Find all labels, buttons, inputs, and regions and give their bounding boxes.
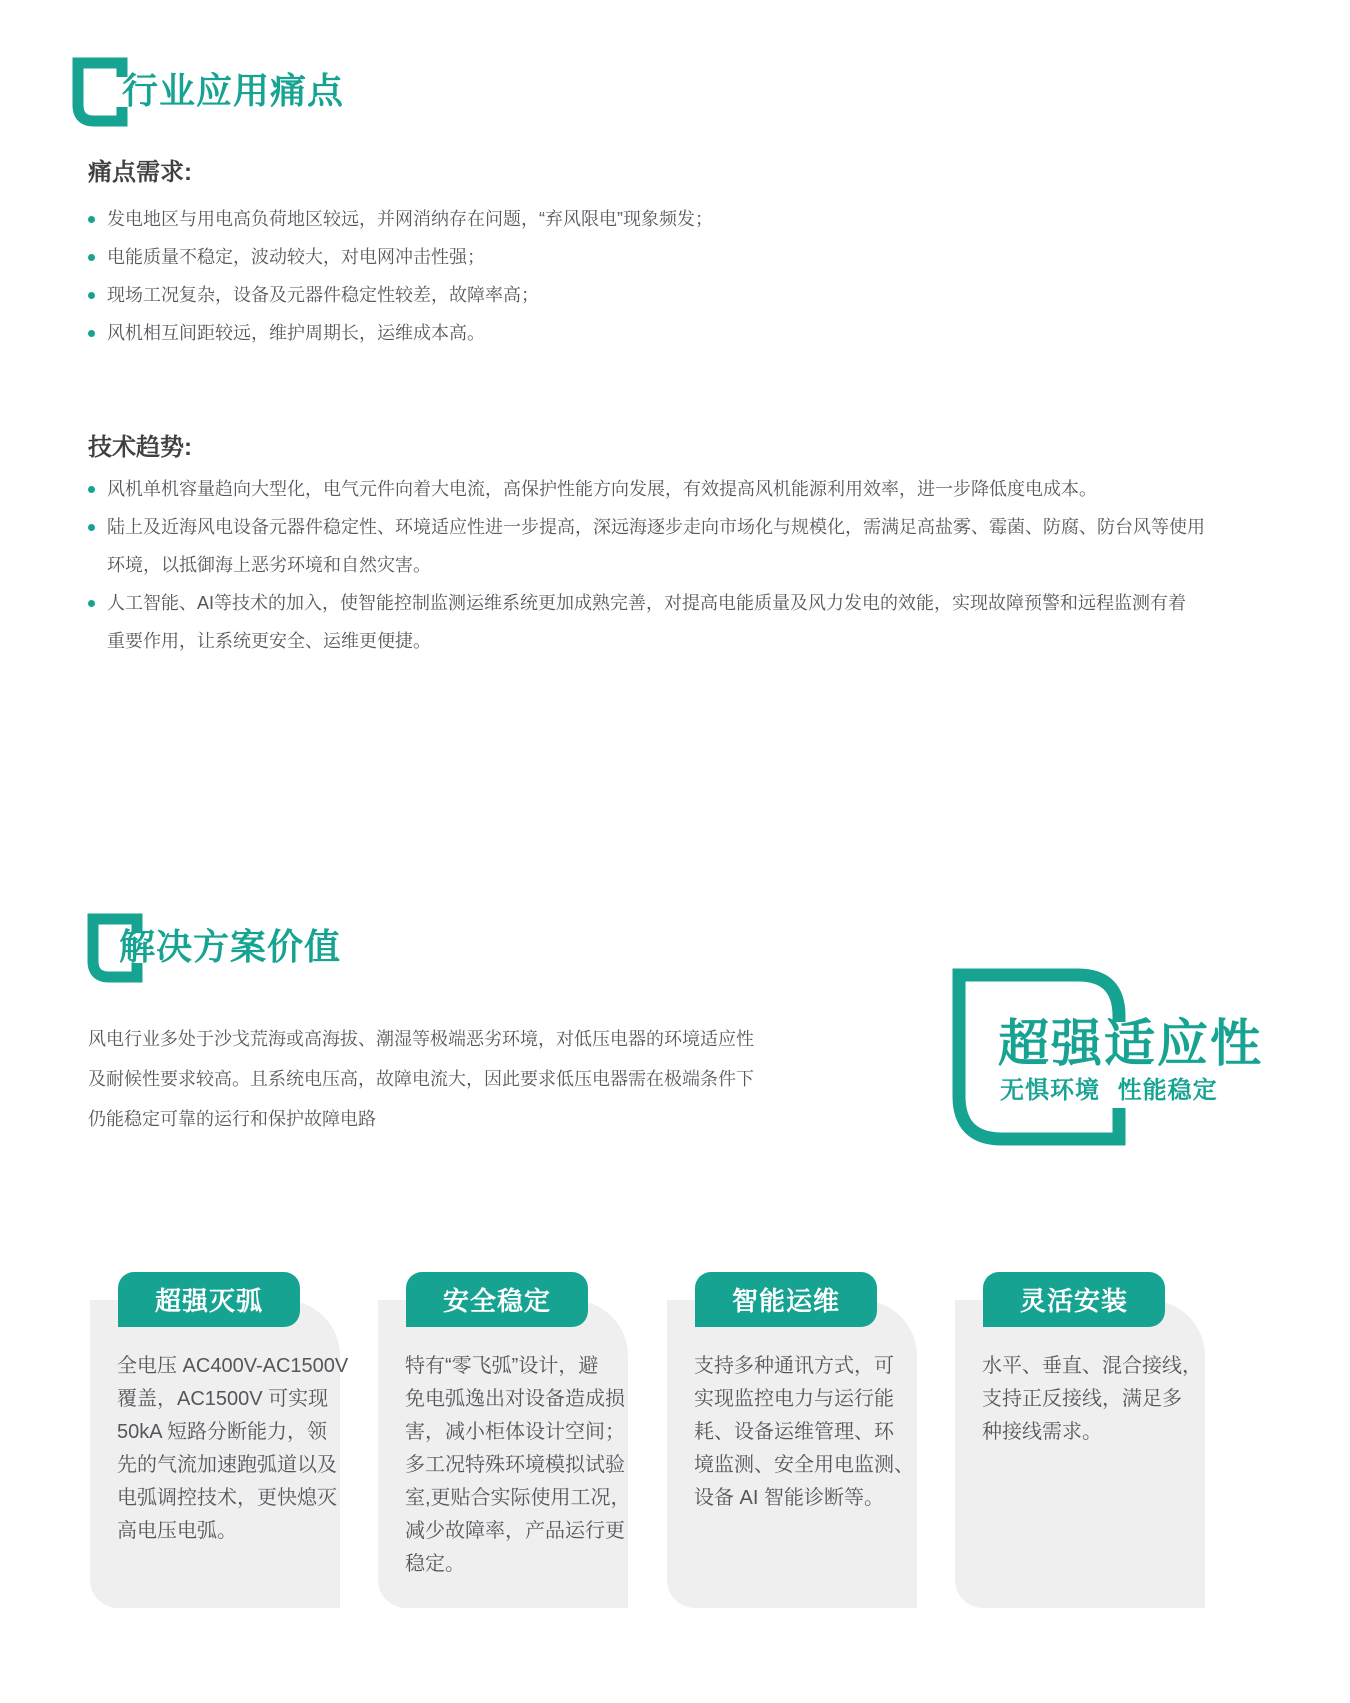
feature-card	[90, 1286, 349, 1608]
feature-card-label-text: 智能运维	[732, 1286, 841, 1316]
card-text-line: 特有“零飞弧”设计，避	[405, 1355, 599, 1377]
list-item	[88, 584, 1205, 660]
list-item-text: 陆上及近海风电设备元器件稳定性、环境适应性进一步提高，深远海逐步走向市场化与规模化，需满足高盐雾、霉菌、防腐、防台风等使用	[107, 517, 1205, 537]
card-text-line: 支持多种通讯方式，可	[694, 1355, 894, 1377]
bullet-icon	[88, 292, 95, 299]
list-item-text: 重要作用，让系统更安全、运维更便捷。	[107, 631, 431, 651]
card-text-line: 害，减小柜体设计空间；	[405, 1421, 625, 1443]
solution-paragraph	[88, 1019, 754, 1139]
feature-card	[378, 1286, 631, 1608]
callout-title: 超强适应性	[998, 1015, 1264, 1072]
list-item-text: 发电地区与用电高负荷地区较远，并网消纳存在问题，“弃风限电”现象频发；	[107, 209, 713, 229]
list-item	[88, 314, 713, 352]
pain-needs-heading: 痛点需求:	[88, 159, 192, 186]
paragraph-line: 仍能稳定可靠的运行和保护故障电路	[88, 1109, 376, 1129]
card-text-line: 实现监控电力与运行能	[694, 1388, 894, 1410]
list-item-text: 环境，以抵御海上恶劣环境和自然灾害。	[107, 555, 431, 575]
feature-card-body	[378, 1300, 631, 1581]
bullet-icon	[88, 600, 95, 607]
list-item-text: 风机相互间距较远，维护周期长，运维成本高。	[107, 323, 485, 343]
list-item	[88, 200, 713, 238]
feature-card-label	[983, 1272, 1165, 1327]
card-text-line: 全电压 AC400V-AC1500V	[117, 1355, 349, 1377]
card-text-line: 先的气流加速跑弧道以及	[117, 1454, 337, 1476]
bullet-icon	[88, 524, 95, 531]
feature-card-body	[667, 1300, 917, 1515]
card-text-line: 耗、设备运维管理、环	[694, 1421, 894, 1443]
card-text-line: 多工况特殊环境模拟试验	[405, 1454, 625, 1476]
section-bracket-icon	[72, 57, 128, 127]
feature-card-body	[90, 1300, 349, 1548]
list-item	[88, 238, 713, 276]
card-text-line: 50kA 短路分断能力，领	[117, 1421, 328, 1443]
feature-card-label-text: 超强灭弧	[155, 1286, 264, 1316]
card-text-line: 免电弧逸出对设备造成损	[405, 1388, 625, 1410]
card-text-line: 覆盖，AC1500V 可实现	[117, 1388, 329, 1410]
bullet-icon	[88, 330, 95, 337]
feature-card-label	[406, 1272, 588, 1327]
feature-card	[667, 1286, 917, 1608]
paragraph-line: 及耐候性要求较高。且系统电压高，故障电流大，因此要求低压电器需在极端条件下	[88, 1069, 754, 1089]
feature-card-label-text: 灵活安装	[1020, 1286, 1129, 1316]
card-text-line: 电弧调控技术，更快熄灭	[117, 1487, 337, 1509]
list-item-text: 风机单机容量趋向大型化，电气元件向着大电流，高保护性能方向发展，有效提高风机能源利用效率，进一步降低度电成本。	[107, 479, 1097, 499]
pain-needs-list	[88, 200, 713, 352]
bullet-icon	[88, 486, 95, 493]
paragraph-line: 风电行业多处于沙戈荒海或高海拔、潮湿等极端恶劣环境，对低压电器的环境适应性	[88, 1029, 754, 1049]
list-item	[88, 470, 1205, 508]
card-text-line: 种接线需求。	[982, 1421, 1102, 1443]
bullet-icon	[88, 254, 95, 261]
feature-card	[955, 1286, 1205, 1608]
card-text-line: 支持正反接线，满足多	[982, 1388, 1182, 1410]
card-text-line: 境监测、安全用电监测、	[694, 1454, 914, 1476]
feature-card-label	[695, 1272, 877, 1327]
list-item	[88, 508, 1205, 584]
section-title-solution-value: 解决方案价值	[119, 926, 342, 967]
card-text-line: 设备 AI 智能诊断等。	[694, 1487, 885, 1509]
bullet-icon	[88, 216, 95, 223]
tech-trends-heading: 技术趋势:	[88, 434, 192, 461]
card-text-line: 水平、垂直、混合接线，	[982, 1355, 1202, 1377]
list-item-text: 现场工况复杂，设备及元器件稳定性较差，故障率高；	[107, 285, 539, 305]
list-item-text: 人工智能、AI等技术的加入，使智能控制监测运维系统更加成熟完善，对提高电能质量及风力发电的效能，实现故障预警和远程监测有着	[107, 593, 1187, 613]
card-text-line: 室,更贴合实际使用工况，	[405, 1487, 631, 1509]
list-item	[88, 276, 713, 314]
card-text-line: 稳定。	[405, 1553, 465, 1575]
card-text-line: 减少故障率，产品运行更	[405, 1520, 625, 1542]
feature-card-label-text: 安全稳定	[443, 1286, 552, 1316]
tech-trends-list	[88, 470, 1205, 660]
card-text-line: 高电压电弧。	[117, 1520, 237, 1542]
list-item-text: 电能质量不稳定，波动较大，对电网冲击性强；	[107, 247, 485, 267]
callout-subtitle: 无惧环境 性能稳定	[1000, 1077, 1218, 1104]
section-title-pain-points: 行业应用痛点	[122, 70, 345, 111]
feature-card-label	[118, 1272, 300, 1327]
